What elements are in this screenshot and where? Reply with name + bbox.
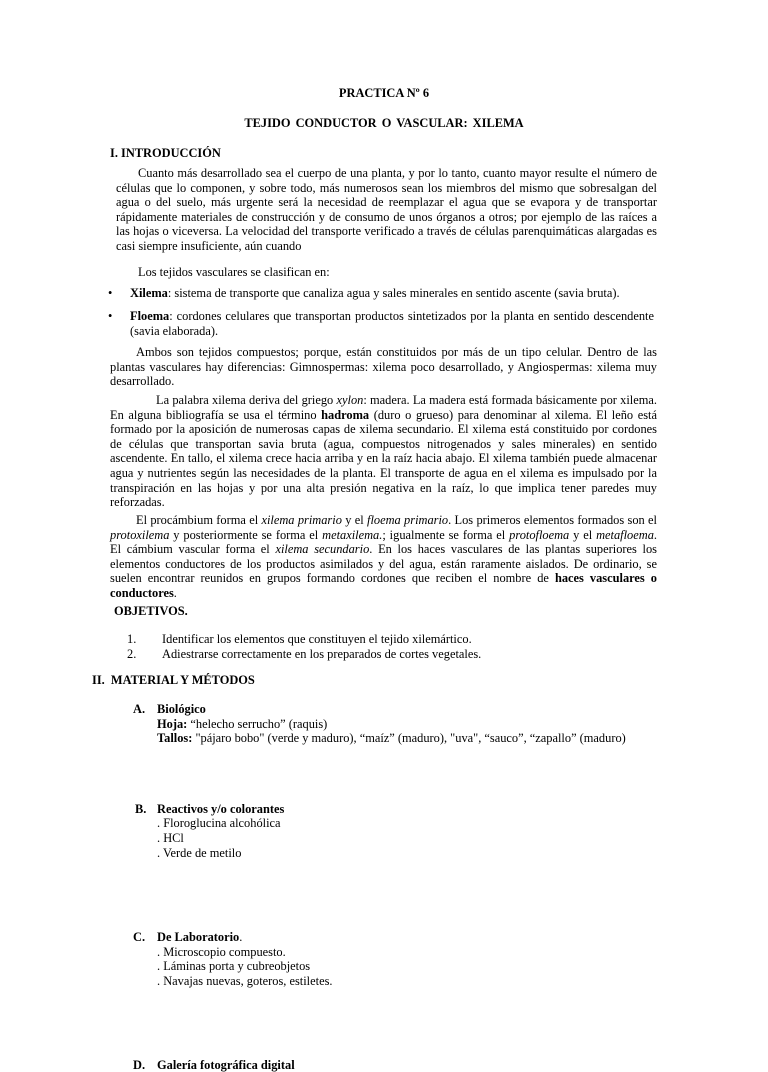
list-item: 1. Identificar los elementos que constituyen el tejido xilemártico. bbox=[127, 632, 472, 646]
subsection-galeria: D. Galería fotográfica digital bbox=[133, 1057, 295, 1072]
list-item: . Verde de metilo bbox=[157, 845, 242, 860]
section-heading-material-metodos: II. MATERIAL Y MÉTODOS bbox=[92, 673, 255, 687]
document-title: PRACTICA Nº 6 bbox=[338, 86, 430, 100]
paragraph-procambium: El procámbium forma el xilema primario y el floema primario. Los primeros elementos formados son el protoxilema y posteriormente se forma el metaxilema.; igualmente se forma el protofloema y el metafloema. El cámbium vascular forma el xilema secundario. En los haces vasculares de las plantas superiores los elementos conductores de los productos asimilados y del agua, están raramente aislados. De ordinario, se suelen encontrar reunidos en grupos formando cordones que reciben el nombre de haces vasculares o conductores. bbox=[110, 513, 658, 600]
paragraph-compuestos: Ambos son tejidos compuestos; porque, están constituidos por más de un tipo celular. Dentro de las plantas vasculares hay diferencias: Gimnospermas: xilema poco desarrollado, y Angiospermas: xilema muy desarrollado. bbox=[110, 345, 657, 389]
subsection-laboratorio: C. De Laboratorio. . Microscopio compuesto. . Láminas porta y cubreobjetos . Navajas nuevas, goteros, estiletes. bbox=[157, 930, 768, 988]
objectives-list bbox=[117, 632, 657, 661]
bullet-icon: • bbox=[108, 286, 113, 300]
bullet-text: : cordones celulares que transportan productos sintetizados por la planta en sentido descendente (savia elaborada). bbox=[130, 309, 654, 338]
bullet-term: Xilema bbox=[130, 286, 168, 300]
bullet-icon: • bbox=[108, 309, 113, 323]
objectives-heading: OBJETIVOS. bbox=[114, 604, 188, 618]
subsection-reactivos: B. Reactivos y/o colorantes . Floroglucina alcohólica . HCl . Verde de metilo bbox=[157, 802, 768, 860]
section-heading-introduccion: I. INTRODUCCIÓN bbox=[110, 146, 221, 160]
paragraph-xilema-origen: La palabra xilema deriva del griego xylon: madera. La madera está formada básicamente por xilema. En alguna bibliografía se usa el término hadroma (duro o grueso) para denominar al xilema. El leño está formado por la aposición de numerosas capas de xilema secundario. El xilema está constituido por cordones de células que transportan savia bruta (agua, compuestos nitrogenados y sales minerales) en sentido ascendente. En tallo, el xilema crece hacia arriba y en la raíz hacia abajo. El xilema también puede almacenar agua y nutrientes según las necesidades de la planta. El transporte de agua en el xilema es impulsado por la transpiración en las hojas y por una alta presión negativa en la raíz, lo que implica tener paredes muy reforzadas. bbox=[110, 393, 657, 510]
list-item: . HCl bbox=[157, 830, 184, 845]
list-item: . Microscopio compuesto. bbox=[157, 944, 286, 959]
list-item: . Navajas nuevas, goteros, estiletes. bbox=[157, 973, 333, 988]
subsection-biologico: A. Biológico Hoja: “helecho serrucho” (raquis) Tallos: "pájaro bobo" (verde y maduro), “maíz” (maduro), "uva", “sauco”, “zapallo” (maduro) bbox=[133, 702, 626, 746]
list-item: . Floroglucina alcohólica bbox=[157, 816, 281, 831]
intro-paragraph: Cuanto más desarrollado sea el cuerpo de una planta, y por lo tanto, cuanto mayor resulte el número de células que lo componen, y sobre todo, más numerosos sean los miembros del mismo que sobresalgan del agua o del suelo, más urgente será la necesidad de reemplazar el agua que se evapora y de transportar rápidamente materiales de construcción y de consumo de unos órganos a otros; por ejemplo de las raíces a las hojas o viceversa. La velocidad del transporte verificado a través de células parenquimáticas alargadas es casi siempre insuficiente, aún cuando bbox=[116, 166, 657, 253]
bullet-text: : sistema de transporte que canaliza agua y sales minerales en sentido ascente (savia bruta). bbox=[167, 286, 620, 300]
bullet-term: Floema bbox=[130, 309, 170, 323]
classification-intro: Los tejidos vasculares se clasifican en: bbox=[138, 265, 330, 279]
list-item: 2. Adiestrarse correctamente en los preparados de cortes vegetales. bbox=[127, 646, 482, 661]
list-item: . Láminas porta y cubreobjetos bbox=[157, 959, 311, 974]
document-subtitle: TEJIDO CONDUCTOR O VASCULAR: XILEMA bbox=[244, 116, 524, 130]
